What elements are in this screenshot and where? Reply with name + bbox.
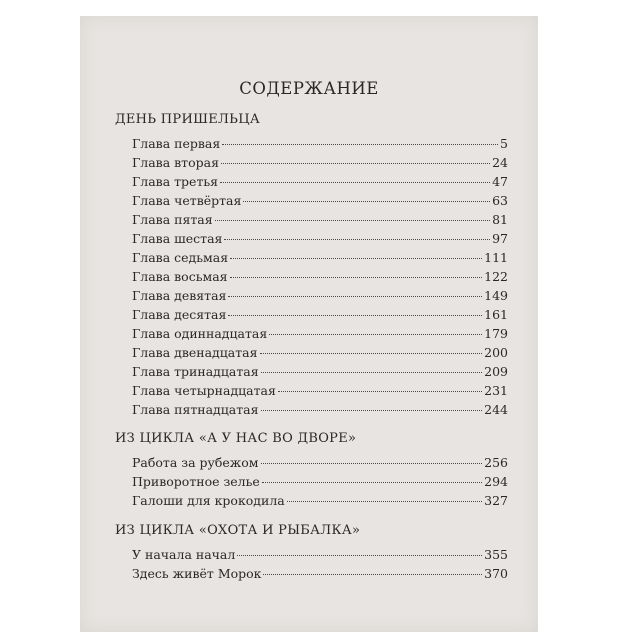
page-title: СОДЕРЖАНИЕ: [239, 79, 379, 98]
toc-entry: [132, 155, 508, 173]
entry-label: Глава вторая: [132, 155, 219, 170]
page-number: 24: [492, 155, 508, 170]
dot-leader: [221, 163, 490, 164]
page-number: 370: [484, 566, 508, 581]
toc-entry: [132, 402, 508, 420]
entry-label: Работа за рубежом: [132, 455, 259, 470]
page-number: 355: [484, 547, 508, 562]
entry-label: Глава десятая: [132, 307, 227, 322]
entry-label: Глава тринадцатая: [132, 364, 259, 379]
book-page: [80, 16, 538, 632]
page-number: 256: [484, 455, 508, 470]
dot-leader: [243, 201, 490, 202]
page-number: 209: [484, 364, 508, 379]
dot-leader: [230, 258, 482, 259]
dot-leader: [261, 463, 483, 464]
entry-label: У начала начал: [132, 547, 236, 562]
page-number: 231: [484, 383, 508, 398]
dot-leader: [222, 144, 498, 145]
page-number: 149: [484, 288, 508, 303]
entry-label: Глава двенадцатая: [132, 345, 258, 360]
entry-label: Глава четвёртая: [132, 193, 242, 208]
toc-entry: [132, 345, 508, 363]
page-number: 179: [484, 326, 508, 341]
dot-leader: [220, 182, 490, 183]
page-number: 161: [484, 307, 508, 322]
entry-label: Глава шестая: [132, 231, 223, 246]
toc-entry: [132, 136, 508, 154]
toc-entry: [132, 250, 508, 268]
page-number: 244: [484, 402, 508, 417]
dot-leader: [228, 296, 482, 297]
toc-entry: [132, 474, 508, 492]
entry-label: Глава седьмая: [132, 250, 229, 265]
page-number: 81: [492, 212, 508, 227]
toc-entry: [132, 566, 508, 584]
page-number: 294: [484, 474, 508, 489]
entry-label: Глава третья: [132, 174, 219, 189]
dot-leader: [263, 574, 482, 575]
page-number: 200: [484, 345, 508, 360]
toc-entry: [132, 326, 508, 344]
toc-entry: [132, 455, 508, 473]
entry-label: Глава девятая: [132, 288, 227, 303]
page-number: 47: [492, 174, 508, 189]
toc-entry: [132, 547, 508, 565]
page-number: 5: [500, 136, 508, 151]
dot-leader: [261, 410, 483, 411]
dot-leader: [260, 353, 483, 354]
entry-label: Глава пятнадцатая: [132, 402, 259, 417]
entry-label: Здесь живёт Морок: [132, 566, 262, 581]
entry-label: Глава пятая: [132, 212, 213, 227]
toc-entry: [132, 231, 508, 249]
toc-entry: [132, 364, 508, 382]
dot-leader: [224, 239, 490, 240]
section-heading: ИЗ ЦИКЛА «А У НАС ВО ДВОРЕ»: [115, 431, 357, 446]
entry-label: Глава четырнадцатая: [132, 383, 276, 398]
page-number: 63: [492, 193, 508, 208]
toc-entry: [132, 288, 508, 306]
entry-label: Приворотное зелье: [132, 474, 260, 489]
toc-entry: [132, 307, 508, 325]
page-number: 97: [492, 231, 508, 246]
dot-leader: [262, 482, 482, 483]
entry-label: Глава восьмая: [132, 269, 228, 284]
entry-label: Глава первая: [132, 136, 221, 151]
dot-leader: [230, 277, 483, 278]
section-heading: ИЗ ЦИКЛА «ОХОТА И РЫБАЛКА»: [115, 523, 361, 538]
toc-entry: [132, 493, 508, 511]
entry-label: Галоши для крокодила: [132, 493, 285, 508]
dot-leader: [287, 501, 482, 502]
toc-entry: [132, 212, 508, 230]
page-number: 122: [484, 269, 508, 284]
section-heading: ДЕНЬ ПРИШЕЛЬЦА: [115, 112, 261, 127]
page-number: 111: [484, 250, 508, 265]
dot-leader: [215, 220, 490, 221]
dot-leader: [269, 334, 482, 335]
toc-entry: [132, 174, 508, 192]
entry-label: Глава одиннадцатая: [132, 326, 268, 341]
dot-leader: [228, 315, 482, 316]
toc-entry: [132, 383, 508, 401]
toc-entry: [132, 269, 508, 287]
dot-leader: [261, 372, 483, 373]
page-number: 327: [484, 493, 508, 508]
dot-leader: [278, 391, 482, 392]
dot-leader: [237, 555, 482, 556]
toc-entry: [132, 193, 508, 211]
